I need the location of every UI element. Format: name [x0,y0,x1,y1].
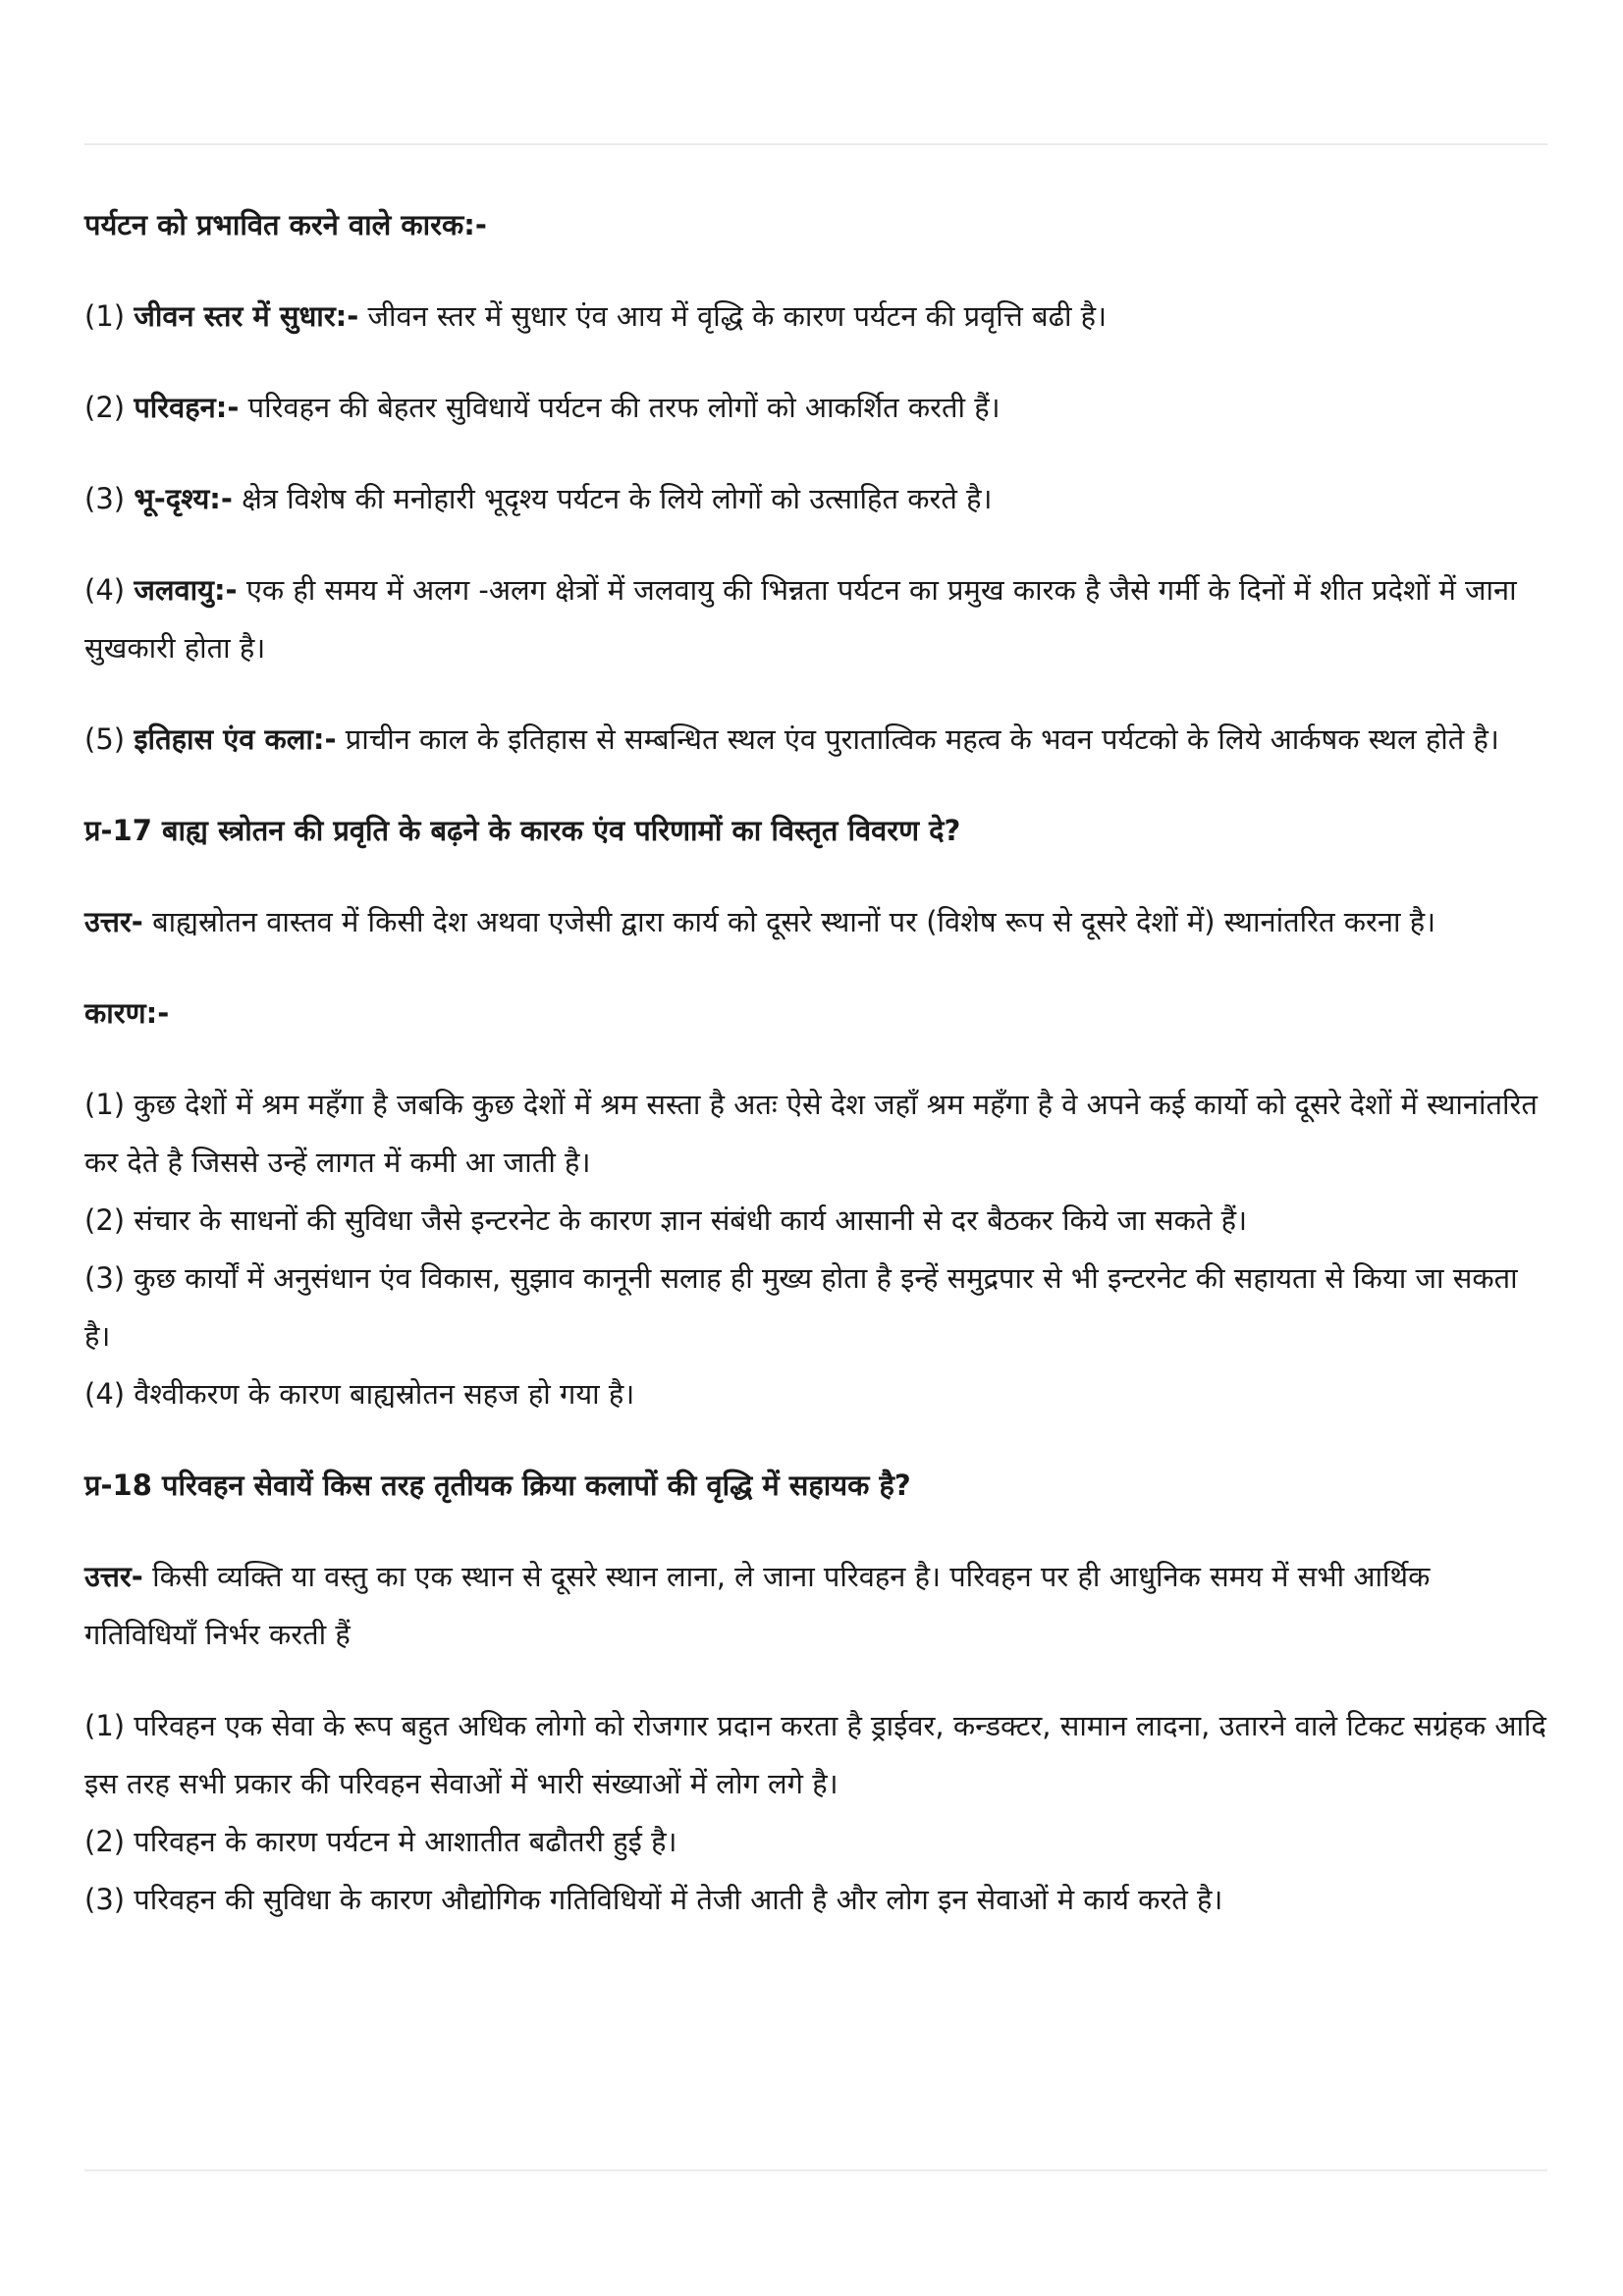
point-item-2: (2) परिवहन के कारण पर्यटन मे आशातीत बढौतरी हुई है। [84,1825,677,1858]
answer-text: किसी व्यक्ति या वस्तु का एक स्थान से दूसरे स्थान लाना, ले जाना परिवहन है। परिवहन पर ही आधुनिक समय में सभी आर्थिक गतिविधियाँ निर्भर करती हैं [84,1560,1431,1651]
factor-item-3 [84,470,1547,528]
factors-heading: पर्यटन को प्रभावित करने वाले कारक:- [84,208,487,241]
bottom-divider [84,2169,1547,2171]
factor-number: (3) [84,482,126,515]
reason-item-3: (3) कुछ कार्यों में अनुसंधान एंव विकास, सुझाव कानूनी सलाह ही मुख्य होता है इन्हें समुद्रपार से भी इन्टरनेट की सहायता से किया जा सकता है। [84,1261,1518,1353]
question-18: प्र-18 परिवहन सेवायें किस तरह तृतीयक क्रिया कलापों की वृद्धि में सहायक है? [84,1468,911,1502]
factor-text: प्राचीन काल के इतिहास से सम्बन्धित स्थल एंव पुरातात्विक महत्व के भवन पर्यटको के लिये आर्कषक स्थल होते है। [345,722,1499,756]
top-divider [84,143,1547,145]
factor-number: (5) [84,722,126,756]
reason-item-1: (1) कुछ देशों में श्रम महँगा है जबकि कुछ देशों में श्रम सस्ता है अतः ऐसे देश जहाँ श्रम महँगा है वे अपने कई कार्यो को दूसरे देशों में स्थानांतरित कर देते है जिससे उन्हें लागत में कमी आ जाती है। [84,1088,1538,1179]
factor-title: जीवन स्तर में सुधार:- [134,299,359,333]
answer-text: बाह्यस्रोतन वास्तव में किसी देश अथवा एजेसी द्वारा कार्य को दूसरे स्थानों पर (विशेष रूप से दूसरे देशों में) स्थानांतरित करना है। [152,905,1436,938]
question-17: प्र-17 बाह्य स्त्रोतन की प्रवृति के बढ़ने के कारक एंव परिणामों का विस्तृत विवरण दे? [84,814,961,847]
factor-title: इतिहास एंव कला:- [134,722,337,756]
point-item-1: (1) परिवहन एक सेवा के रूप बहुत अधिक लोगो को रोजगार प्रदान करता है ड्राईवर, कन्डक्टर, सामान लादना, उतारने वाले टिकट सग्रंहक आदि इस तरह सभी प्रकार की परिवहन सेवाओं में भारी संख्याओं में लोग लगे है। [84,1709,1546,1800]
factor-item-2 [84,379,1547,437]
document-body [84,196,1547,1929]
factor-number: (1) [84,299,126,333]
answer-label: उत्तर- [84,905,143,938]
reasons-heading: कारण:- [84,996,170,1030]
factor-title: परिवहन:- [134,391,240,424]
point-item-3: (3) परिवहन की सुविधा के कारण औद्योगिक गतिविधियों में तेजी आती है और लोग इन सेवाओं मे कार्य करते है। [84,1883,1223,1916]
reason-item-4: (4) वैश्वीकरण के कारण बाह्यस्रोतन सहज हो गया है। [84,1377,635,1411]
answer-17 [84,893,1547,951]
factor-text: क्षेत्र विशेष की मनोहारी भूदृश्य पर्यटन के लिये लोगों को उत्साहित करते है। [242,482,993,515]
factor-text: परिवहन की बेहतर सुविधायें पर्यटन की तरफ लोगों को आकर्शित करती हैं। [247,391,1001,424]
factor-text: जीवन स्तर में सुधार एंव आय में वृद्धि के कारण पर्यटन की प्रवृत्ति बढी है। [367,299,1108,333]
factor-item-1 [84,288,1547,346]
factor-number: (2) [84,391,126,424]
answer-18 [84,1548,1547,1664]
reason-item-2: (2) संचार के साधनों की सुविधा जैसे इन्टरनेट के कारण ज्ञान संबंधी कार्य आसानी से दर बैठकर किये जा सकते हैं। [84,1203,1248,1237]
factor-text: एक ही समय में अलग -अलग क्षेत्रों में जलवायु की भिन्नता पर्यटन का प्रमुख कारक है जैसे गर्मी के दिनों में शीत प्रदेशों में जाना सुखकारी होता है। [84,573,1517,665]
factor-number: (4) [84,573,126,607]
factor-title: भू-दृश्य:- [134,482,233,515]
factor-title: जलवायु:- [134,573,238,607]
answer-label: उत्तर- [84,1560,143,1593]
factor-item-5 [84,711,1547,769]
factor-item-4 [84,561,1547,677]
